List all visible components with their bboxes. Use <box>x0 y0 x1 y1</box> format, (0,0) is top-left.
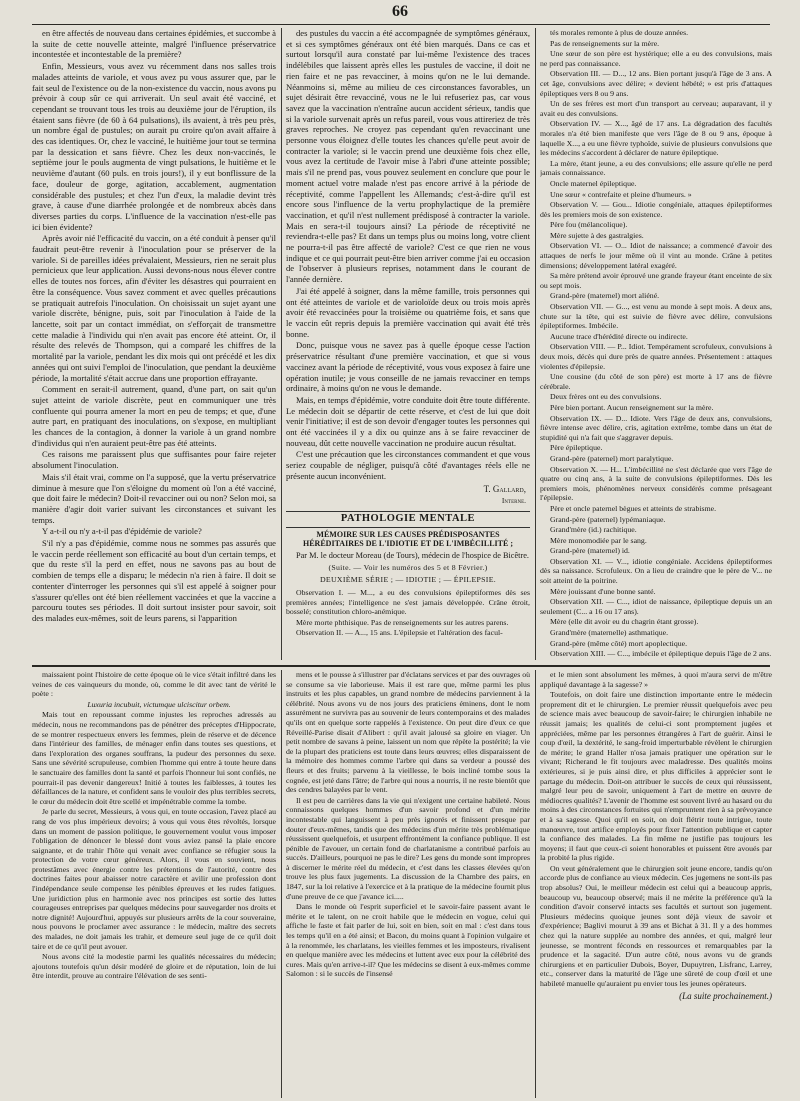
paragraph: Grand-père (même côté) mort apoplectique. <box>550 638 688 648</box>
article-subtitle: MÉMOIRE SUR LES CAUSES PRÉDISPOSANTES HÉRÉDITAIRES DE L'IDIOTIE ET DE L'IMBÉCILLITÉ ; <box>303 529 513 549</box>
lecture-conclusion <box>286 28 530 482</box>
paragraph: Je parle du secret, Messieurs, à vous qui, en toute occasion, l'avez placé au rang de vos plus impérieux devoirs; à vous qui vous êtes révoltés, lorsque dans un moment de passion politique, le gouvernement voulut vous imposer l'obligation de dénoncer le blessé dont vous aviez pansé la plaie encore saignante, et de trahir l'hôte qui venait avec confiance se réfugier sous la protection de votre cœur généreux. Alors, il vous en souvient, nous protestâmes avec énergie contre les prétentions de l'autorité, contre des doctrines faites pour abaisser notre caractère et avilir une profession dont l'indépendance seule compense les pénibles épreuves et les rudes fatigues. Une juridiction plus en harmonie avec nos principes est sortie des luttes courageuses entreprises par quelques médecins pour sauvegarder nos droits et notre dignité! Aujourd'hui, appuyés sur plusieurs arrêts de la cour souveraine, nous pouvons le proclamer avec assurance : le médecin, maître des secrets des malades, ne doit jamais les trahir, et demeure seul juge de ce qu'il doit taire et de ce qu'il peut avouer. <box>32 807 276 951</box>
paragraph: Dans le monde où l'esprit superficiel et le savoir-faire passent avant le mérite et le talent, on ne croit habile que le médecin en vogue, celui qui affiche le faste et fait parler de lui, soit en bien, soit en mal : c'est dans tous les temps qu'il en a été ainsi; et Bacon, du moins quant à l'opinion vulgaire et à la renommée, les charlatans, les vieilles femmes et les imposteurs, rivalisent en quelque manière avec les médecins et luttent avec eux pour la célébrité des cures. Mais qu'en arrive-t-il? Que les médecins se disent à eux-mêmes comme Salomon : si le succès de l'insensé <box>286 902 530 979</box>
top-column-2 <box>286 28 530 660</box>
paragraph: Observation X. — H... L'imbécillité ne s'est déclarée que vers l'âge de quatre ou cinq ans, à la suite de convulsions épileptiformes. Dès les premiers mois, phénomènes nerveux considérés comme présageant l'épilepsie. <box>540 464 772 503</box>
column-divider <box>281 28 282 660</box>
bottom-column-1 <box>32 670 276 1098</box>
paragraph: Nous avons cité la modestie parmi les qualités nécessaires du médecin; ajoutons toutefois qu'un désir modéré de gloire et de réputation, loin de lui être interdit, prouve au contraire l'élévation de ses senti- <box>32 952 276 981</box>
paragraph: Comment en serait-il autrement, quand, d'une part, on sait qu'un sujet atteint de variole discrète, peut en communiquer une très confluente qui pourra amener la mort en peu de temps; et que, d'une autre part, en pratiquant des inoculations, on s'expose, en multipliant les chances de la contagion, à donner la variole à un grand nombre d'individus qui n'en auraient peut-être pas été atteints. <box>32 384 276 448</box>
paragraph: Observation IX. — D... Idiote. Vers l'âge de deux ans, convulsions, fièvre intense avec délire, cris, agitation extrême, tombe dans un état de stupidité qui n'a fait que s'aggraver depuis. <box>540 413 772 442</box>
paragraph: Ces raisons me paraissent plus que suffisantes pour faire rejeter absolument l'inoculation. <box>32 449 276 471</box>
paragraph: tés morales remonte à plus de douze années. <box>550 28 689 37</box>
column-divider <box>281 670 282 1098</box>
paragraph: en être affectés de nouveau dans certaines épidémies, et succombe à la suite de cette nouvelle atteinte, malgré l'influence préservatrice incontestée et incontestable de la première? <box>32 28 276 60</box>
paragraph: Observation VIII. — P... Idiot. Tempérament scrofuleux, convulsions à deux mois, décès qui dure près de quatre années. Présentement : attaques violentes d'épilepsie. <box>540 342 772 371</box>
paragraph: La mère, étant jeune, a eu des convulsions; elle assure qu'elle ne perd jamais connaissance. <box>540 158 772 178</box>
paragraph: Observation XI. — V..., idiotie congéniale. Accidens épileptiformes dès sa naissance. Scrofuleux. On a lieu de craindre que le père de V... ne soit atteint de la poitrine. <box>540 556 772 586</box>
paragraph: Mais tout en repoussant comme injustes les reproches adressés au médecin, nous ne recommandons pas de pénétrer des préceptes d'Hippocrate, de se montrer respectueux envers les femmes, plein de réserve et de décence dans l'intérieur des familles, de ménager enfin dans toutes ses questions, et dans l'exploration des organes souffrans, la pudeur des personnes du sexe. Sans une sévérité scrupuleuse, combien l'homme qui entre à toute heure dans le sanctuaire des familles dont la santé et parfois l'honneur lui sont confiés, ne pourrait-il pas devenir dangereux! Initié à toutes les faiblesses, à toutes les défaillances de la nature, et confident sans le vouloir des plus terribles secrets, le cœur du médecin doit être scellé et impénétrable comme la tombe. <box>32 710 276 806</box>
article-part: DEUXIÈME SÉRIE ; — IDIOTIE ; — ÉPILEPSIE. <box>319 575 496 585</box>
paragraph: Y a-t-il ou n'y a-t-il pas d'épidémie de variole? <box>42 526 202 537</box>
paragraph: Observation III. — D..., 12 ans. Bien portant jusqu'à l'âge de 3 ans. A cet âge, convulsions avec délire; « devient hébété; » est pris d'attaques épileptiques vers 8 ou 9 ans. <box>540 69 772 98</box>
paragraph: C'est une précaution que les circonstances commandent et que vous seriez coupable de négliger, puisqu'à côté d'avantages réels elle ne présente aucun inconvénient. <box>286 449 530 481</box>
paragraph: Toutefois, on doit faire une distinction importante entre le médecin proprement dit et le chirurgien. Le premier réussit quelquefois avec peu de science mais avec beaucoup de savoir-faire; le chirurgien inhabile ne réussit jamais; les qualités de celui-ci sont promptement jugées et appréciées, même par les personnes étrangères à l'art de guérir. Ainsi le coup d'œil, la dextérité, le sang-froid imperturbable révèlent le chirurgien de mérite; le grand Haller n'osa jamais pratiquer une opération sur le vivant; Richerand le fit toujours avec maladresse. Des qualités moins extérieures, si je puis ainsi dire, et plus difficiles à apprécier sont le partage du médecin. Doit-on attribuer le succès de ceux qui réussissent, malgré leur peu de savoir, uniquement à l'art de mettre en œuvre de médiocres qualités? L'avenir de l'homme est souvent livré au hasard ou du moins à des circonstances fortuites qui n'empruntent rien à sa prévoyance et à sa sagesse. Quoi qu'il en soit, on doit flétrir toute intrigue, toute manœuvre, tout artifice employés pour fixer l'attention publique et capter la confiance des malades. La fin même ne justifie pas toujours les moyens; il faut que ceux-ci soient honorables et puissent être avoués par la probité la plus rigide. <box>540 690 772 863</box>
paragraph: des pustules du vaccin a été accompagnée de symptômes généraux, et si ces symptômes généraux ont été bien marqués. Dans ce cas et surtout lorsqu'il aura constaté par lui-même l'existence des traces indélébiles que laissent après elles les pustules de vaccine, il doit ne rien faire et ne pas revacciner, à moins qu'on ne le lui demande. Néanmoins si, même au milieu de ces circonstances favorables, un sujet désirait être revacciné, vous ne le lui refuseriez pas, car vous savez que la vaccination n'entraîne aucun accident sérieux, tandis que si la variole survenait après un refus pareil, vous vous attireriez de très graves reproches. Ne croyez pas cependant qu'en revaccinant une personne vous éloignez d'elle toutes les chances qu'elle peut avoir de contracter la variole; si le vaccin prend une deuxième fois chez elle, vous avez la certitude de l'avoir mise à l'abri d'une atteinte possible; mais s'il ne prend pas, vous pouvez seulement en conclure que pour le moment actuel votre malade n'est pas encore arrivé à la période de réceptivité, comme l'appellent les Allemands; c'est-à-dire qu'il est encore sous l'influence de la vertu prophylactique de la première vaccination, et qu'il n'est nullement prédisposé à contracter la variole. Mais en sera-t-il toujours ainsi? La période de réceptivité ne reviendra-t-elle pas? Et dans un temps plus ou moins long, votre client ne pourra-t-il pas être affecté de variole? C'est ce que rien ne vous indique et ce qui pourrait peut-être bien arriver comme j'ai eu occasion de l'observer à plusieurs reprises, notamment dans le courant de l'année dernière. <box>286 28 530 285</box>
author-signature: T. Gallard, <box>483 483 526 494</box>
paragraph: et le mien sont absolument les mêmes, à quoi m'aura servi de m'être appliqué davantage à la sagesse? » <box>540 670 772 689</box>
paragraph: Mère sujette à des gastralgies. <box>550 230 644 240</box>
paragraph: Oncle maternel épileptique. <box>550 178 637 188</box>
column-text <box>540 670 772 989</box>
paragraph: Grand'mère (id.) rachitique. <box>550 525 637 535</box>
paragraph: Observation VI. — O... Idiot de naissance; a commencé d'avoir des attaques de nerfs le jour même où il vint au monde. Crâne à petites dimensions; développement latéral exagéré. <box>540 241 772 270</box>
column-divider <box>535 28 536 660</box>
paragraph: Observation VII. — G..., est venu au monde à sept mois. A deux ans, chute sur la tête, qui est suivie de fièvre avec délire, convulsions épileptiformes. Imbécile. <box>540 302 772 331</box>
paragraph: J'ai été appelé à soigner, dans la même famille, trois personnes qui ont été atteintes de variole et de varioloïde deux ou trois mois après avoir été revaccinées pour la troisième ou quatrième fois, et sans que le vaccin eût repris depuis la première vaccination qui avait été très bonne. <box>286 285 530 339</box>
paragraph: Observation XIII. — C..., imbécile et épileptique depuis l'âge de 2 ans. <box>550 649 772 659</box>
paragraph: Après avoir nié l'efficacité du vaccin, on a été conduit à penser qu'il faudrait peut-être revenir à l'inoculation pour se préserver de la variole. Si de pareilles idées prévalaient, Messieurs, rien ne serait plus pernicieux que leur application. Aussi devons-nous nous élever contre elles de toutes nos forces, afin d'éviter les désastres qui pourraient en être la conséquence. Vous savez comment et avec quelles précautions se pratiquait autrefois l'inoculation. On choisissait un sujet ayant une variole discrète, bénigne, puis, soit par l'inoculation à l'aide de la lancette, soit par un contact immédiat, on s'efforçait de transmettre cette maladie à l'individu qui n'en avait pas encore été atteint. Or, il résulte des relevés de Thompson, qui a comparé les chiffres de la mortalité par la variole, pendant les dix mois qui ont précédé et les dix années qui ont suivi l'emploi de l'inoculation, que pendant la deuxième période, la mortalité s'était accrue dans une proportion effrayante. <box>32 233 276 383</box>
paragraph: Il est peu de carrières dans la vie qui n'exigent une certaine habileté. Nous connaissons quelques hommes d'un savoir profond et d'un mérite incontestable qui languissent à peu près ignorés et finissent presque par douter d'eux-mêmes, tandis que des médecins d'un mérite très problématique réussissent quelquefois, et usurpent effrontément la confiance publique. Il est pénible de l'avouer, un certain fond de charlatanisme a contribué parfois au succès. D'ailleurs, pourquoi ne pas le dire? Les gens du monde sont impropres à discerner le mérite réel du médecin, et c'est dans les classes élevées qu'on trouve les plus faux jugements. La discussion de la Chambre des pairs, en 1847, sur la loi relative à l'exercice et à la pratique de la médecine fournit plus d'une preuve de ce que j'avance ici..... <box>286 795 530 901</box>
paragraph: maissaient point l'histoire de cette époque où le vice s'était infiltré dans les veines de ces vainqueurs du monde, où, comme le dit avec tant de vérité le poète : <box>32 670 276 699</box>
paragraph: Luxuria incubuit, victumque ulciscitur orbem. <box>87 699 231 709</box>
bottom-column-2 <box>286 670 530 1098</box>
author-role: Interne. <box>501 496 526 506</box>
observations-list <box>286 588 530 638</box>
paragraph: Grand-père (paternel) lypémaniaque. <box>550 514 666 524</box>
bottom-column-3 <box>540 670 772 1098</box>
paragraph: Observation V. — Gou... Idiotie congéniale, attaques épileptiformes dès les premiers mois de son existence. <box>540 200 772 219</box>
paragraph: Mère monomodiée par le sang. <box>550 535 647 545</box>
page-number: 66 <box>392 3 408 20</box>
paragraph: Père bien portant. Aucun renseignement sur la mère. <box>550 402 714 412</box>
paragraph: Un de ses frères est mort d'un transport au cerveau; auparavant, il y avait eu des convulsions. <box>540 99 772 118</box>
paragraph: Grand-père (paternel) mort paralytique. <box>550 453 674 463</box>
paragraph: Une cousine (du côté de son père) est morte à 17 ans de fièvre cérébrale. <box>540 372 772 391</box>
paragraph: Observation XII. — C..., idiot de naissance, épileptique depuis un an seulement (C... a 16 ou 17 ans). <box>540 597 772 616</box>
paragraph: Deux frères ont eu des convulsions. <box>550 392 662 402</box>
paragraph: mens et le pousse à s'illustrer par d'éclatans services et par des ouvrages où se consume sa vie laborieuse. Mais il est rare que, même parmi les plus instruits et les plus capables, un grand nombre de médecins parviennent à la célébrité. Nous avons vu de nos jours des praticiens éminens, dont le nom assurément ne survivra pas au souvenir de leurs contemporains et des malades qu'ils ont en quelque sorte rappelés à l'existence. On peut dire d'eux ce que Réveillé-Parise disait d'Alibert : qu'il avait jalousé sa gloire en viager. Un petit nombre de savans à peine, laissent un nom que répète la postérité; la vie de la plupart des praticiens est toute dans leurs œuvres; elles disparaissent de la mémoire des hommes comme l'arbre qui dans sa verdeur a poussé des fleurs et des fruits; parvenu à la vieillesse, le bois incliné tombe sous la cognée, est jeté dans l'âtre; de l'arbre qui nous a nourris, il ne reste bientôt que des cendres balayées par le vent. <box>286 670 530 795</box>
paragraph: Observation I. — M..., a eu des convulsions épileptiformes dès ses premières années; l'intelligence ne s'est jamais développée. Crâne étroit, bosselé; constitution chloro-anémique. <box>286 588 530 617</box>
paragraph: Grand-père (maternel) id. <box>550 546 630 556</box>
paragraph: Grand'mère (maternelle) asthmatique. <box>550 628 669 638</box>
paragraph: Aucune trace d'hérédité directe ou indirecte. <box>550 331 688 341</box>
paragraph: S'il n'y a pas d'épidémie, comme nous ne sommes pas assurés que le vaccin perde réellement son efficacité au bout d'un certain temps, et que du reste s'il la perd en effet, nous ne savons pas au bout de combien de temps elle a disparu; le médecin n'a rien à faire. Il doit se contenter d'interroger les personnes qui s'il est appelé à soigner pour s'assurer qu'elles ont été bien réellement vaccinées et que la vaccine a parcouru toutes ses périodes. Il doit surtout insister pour savoir, soit des malades eux-mêmes, soit de leurs parens, si l'apparition <box>32 538 276 623</box>
paragraph: Sa mère prétend avoir éprouvé une grande frayeur étant enceinte de six ou sept mois. <box>540 271 772 290</box>
paragraph: Enfin, Messieurs, vous avez vu récemment dans nos salles trois malades atteints de variole, et vous avez pu vous assurer que, par le fait seul de l'existence ou de la non-existence du vaccin, nous avons pu prévoir à coup sûr ce qui arriverait. Un seul avait été vacciné, et cependant se trouvant tous les trois au deuxième jour de l'éruption, ils étaient sans fièvre (de 60 à 64 pulsations), ils avaient, à très peu près, un nombre égal de pustules; on aurait pu croire qu'on avait affaire à des cas identiques. Or, chez le vacciné, le huitième jour tout se termina par la dessication et sans fièvre. Chez les deux non-vaccinés, le septième jour le pouls augmenta de vingt pulsations, le huitième et le neuvième d'autant (60 puls. en trois jours!), il y eut bonflissure de la face, douleur de gorge, agitation, accablement, augmentation considérable des pustules; et chez l'un d'eux, la maladie devint très grave, à cause d'une diarrhée prolongée et de nombreux abcès dans diverses parties du corps. L'influence de la vaccination n'est-elle pas ici bien évidente? <box>32 61 276 232</box>
paragraph: Mère (elle dit avoir eu du chagrin étant grosse). <box>550 617 699 627</box>
section-heading: PATHOLOGIE MENTALE <box>286 511 530 528</box>
header-rule <box>32 24 770 25</box>
paragraph: Observation IV. — X..., âgé de 17 ans. La dégradation des facultés morales n'a été bien manifeste que vers l'âge de 8 ou 9 ans, époque à laquelle X..., a eu une fièvre typhoïde, suivie de plusieurs convulsions que les médecins s'accordent à déclarer de nature épileptique. <box>540 119 772 158</box>
paragraph: Père et oncle paternel bègues et atteints de strabisme. <box>550 503 717 513</box>
paragraph: Une sœur « contrefaite et pleine d'humeurs. » <box>550 189 692 199</box>
section-rule <box>32 665 770 667</box>
top-column-3 <box>540 28 772 660</box>
paragraph: Grand-père (maternel) mort aliéné. <box>550 291 660 301</box>
article-note: (Suite. — Voir les numéros des 5 et 8 Février.) <box>328 562 488 572</box>
paragraph: Observation II. — A..., 15 ans. L'épilepsie et l'altération des facul- <box>296 628 503 638</box>
paragraph: Une sœur de son père est hystérique; elle a eu des convulsions, mais ne perd pas connaissance. <box>540 49 772 68</box>
paragraph: Pas de renseignements sur la mère. <box>550 38 660 48</box>
paragraph: Mais s'il était vrai, comme on l'a supposé, que la vertu préservatrice diminue à mesure que l'on s'éloigne du moment où l'on a été vacciné, que doit faire le médecin? Doit-il revacciner oui ou non? Selon moi, sa manière d'agir doit varier suivant les circonstances et suivant les temps. <box>32 471 276 525</box>
paragraph: Mère morte phthisique. Pas de renseignements sur les autres parens. <box>296 617 509 627</box>
article-byline: Par M. le docteur Moreau (de Tours), médecin de l'hospice de Bicêtre. <box>296 550 529 560</box>
column-divider <box>535 670 536 1098</box>
continuation-note: (La suite prochainement.) <box>679 990 772 1001</box>
paragraph: Mais, en temps d'épidémie, votre conduite doit être toute différente. Le médecin doit se départir de cette réserve, et c'est de lui que doit venir l'initiative; il est de son devoir d'engager toutes les personnes qui ont été vaccinées il y a dix ou quinze ans à se faire revacciner de nouveau, dût cette nouvelle vaccination ne produire aucun résultat. <box>286 394 530 448</box>
paragraph: Père fou (mélancolique). <box>550 220 628 230</box>
paragraph: Mère jouissant d'une bonne santé. <box>550 586 656 596</box>
top-column-1 <box>32 28 276 660</box>
paragraph: Père épileptique. <box>550 443 603 453</box>
paragraph: Donc, puisque vous ne savez pas à quelle époque cesse l'action préservatrice résultant d'une première vaccination, et que si vous vaccinez avant la période de réceptivité, vous vous exposez à faire une opération inutile; je vous conseille de ne jamais revacciner en temps ordinaire, à moins qu'on ne vous le demande. <box>286 340 530 394</box>
paragraph: On veut généralement que le chirurgien soit jeune encore, tandis qu'on accorde plus de confiance au vieux médecin. Ces jugemens ne sont-ils pas trop absolus? Oui, le meilleur médecin est celui qui a beaucoup appris, beaucoup vu, beaucoup observé; mais il ne mérite la préférence qu'à la condition d'avoir conservé intacts ses facultés et surtout son jugement. Plusieurs médecins quoique jeunes sont déjà vieux de savoir et d'expérience; Baglivi mourut à 39 ans et Bichat à 31. Il y a des hommes chez qui la nature supplée au nombre des années, et qui, malgré leur jeunesse, se montrent féconds en ressources et remarquables par la prudence et la sagacité. D'un autre côté, nous avons vu de grands chirurgiens et en particulier Dubois, Boyer, Dupuytren, Lisfranc, Larrey, etc., conserver dans la maturité de l'âge une sûreté de coup d'œil et une habileté manuelle qu'auraient pu envier tous les jeunes opérateurs. <box>540 863 772 988</box>
